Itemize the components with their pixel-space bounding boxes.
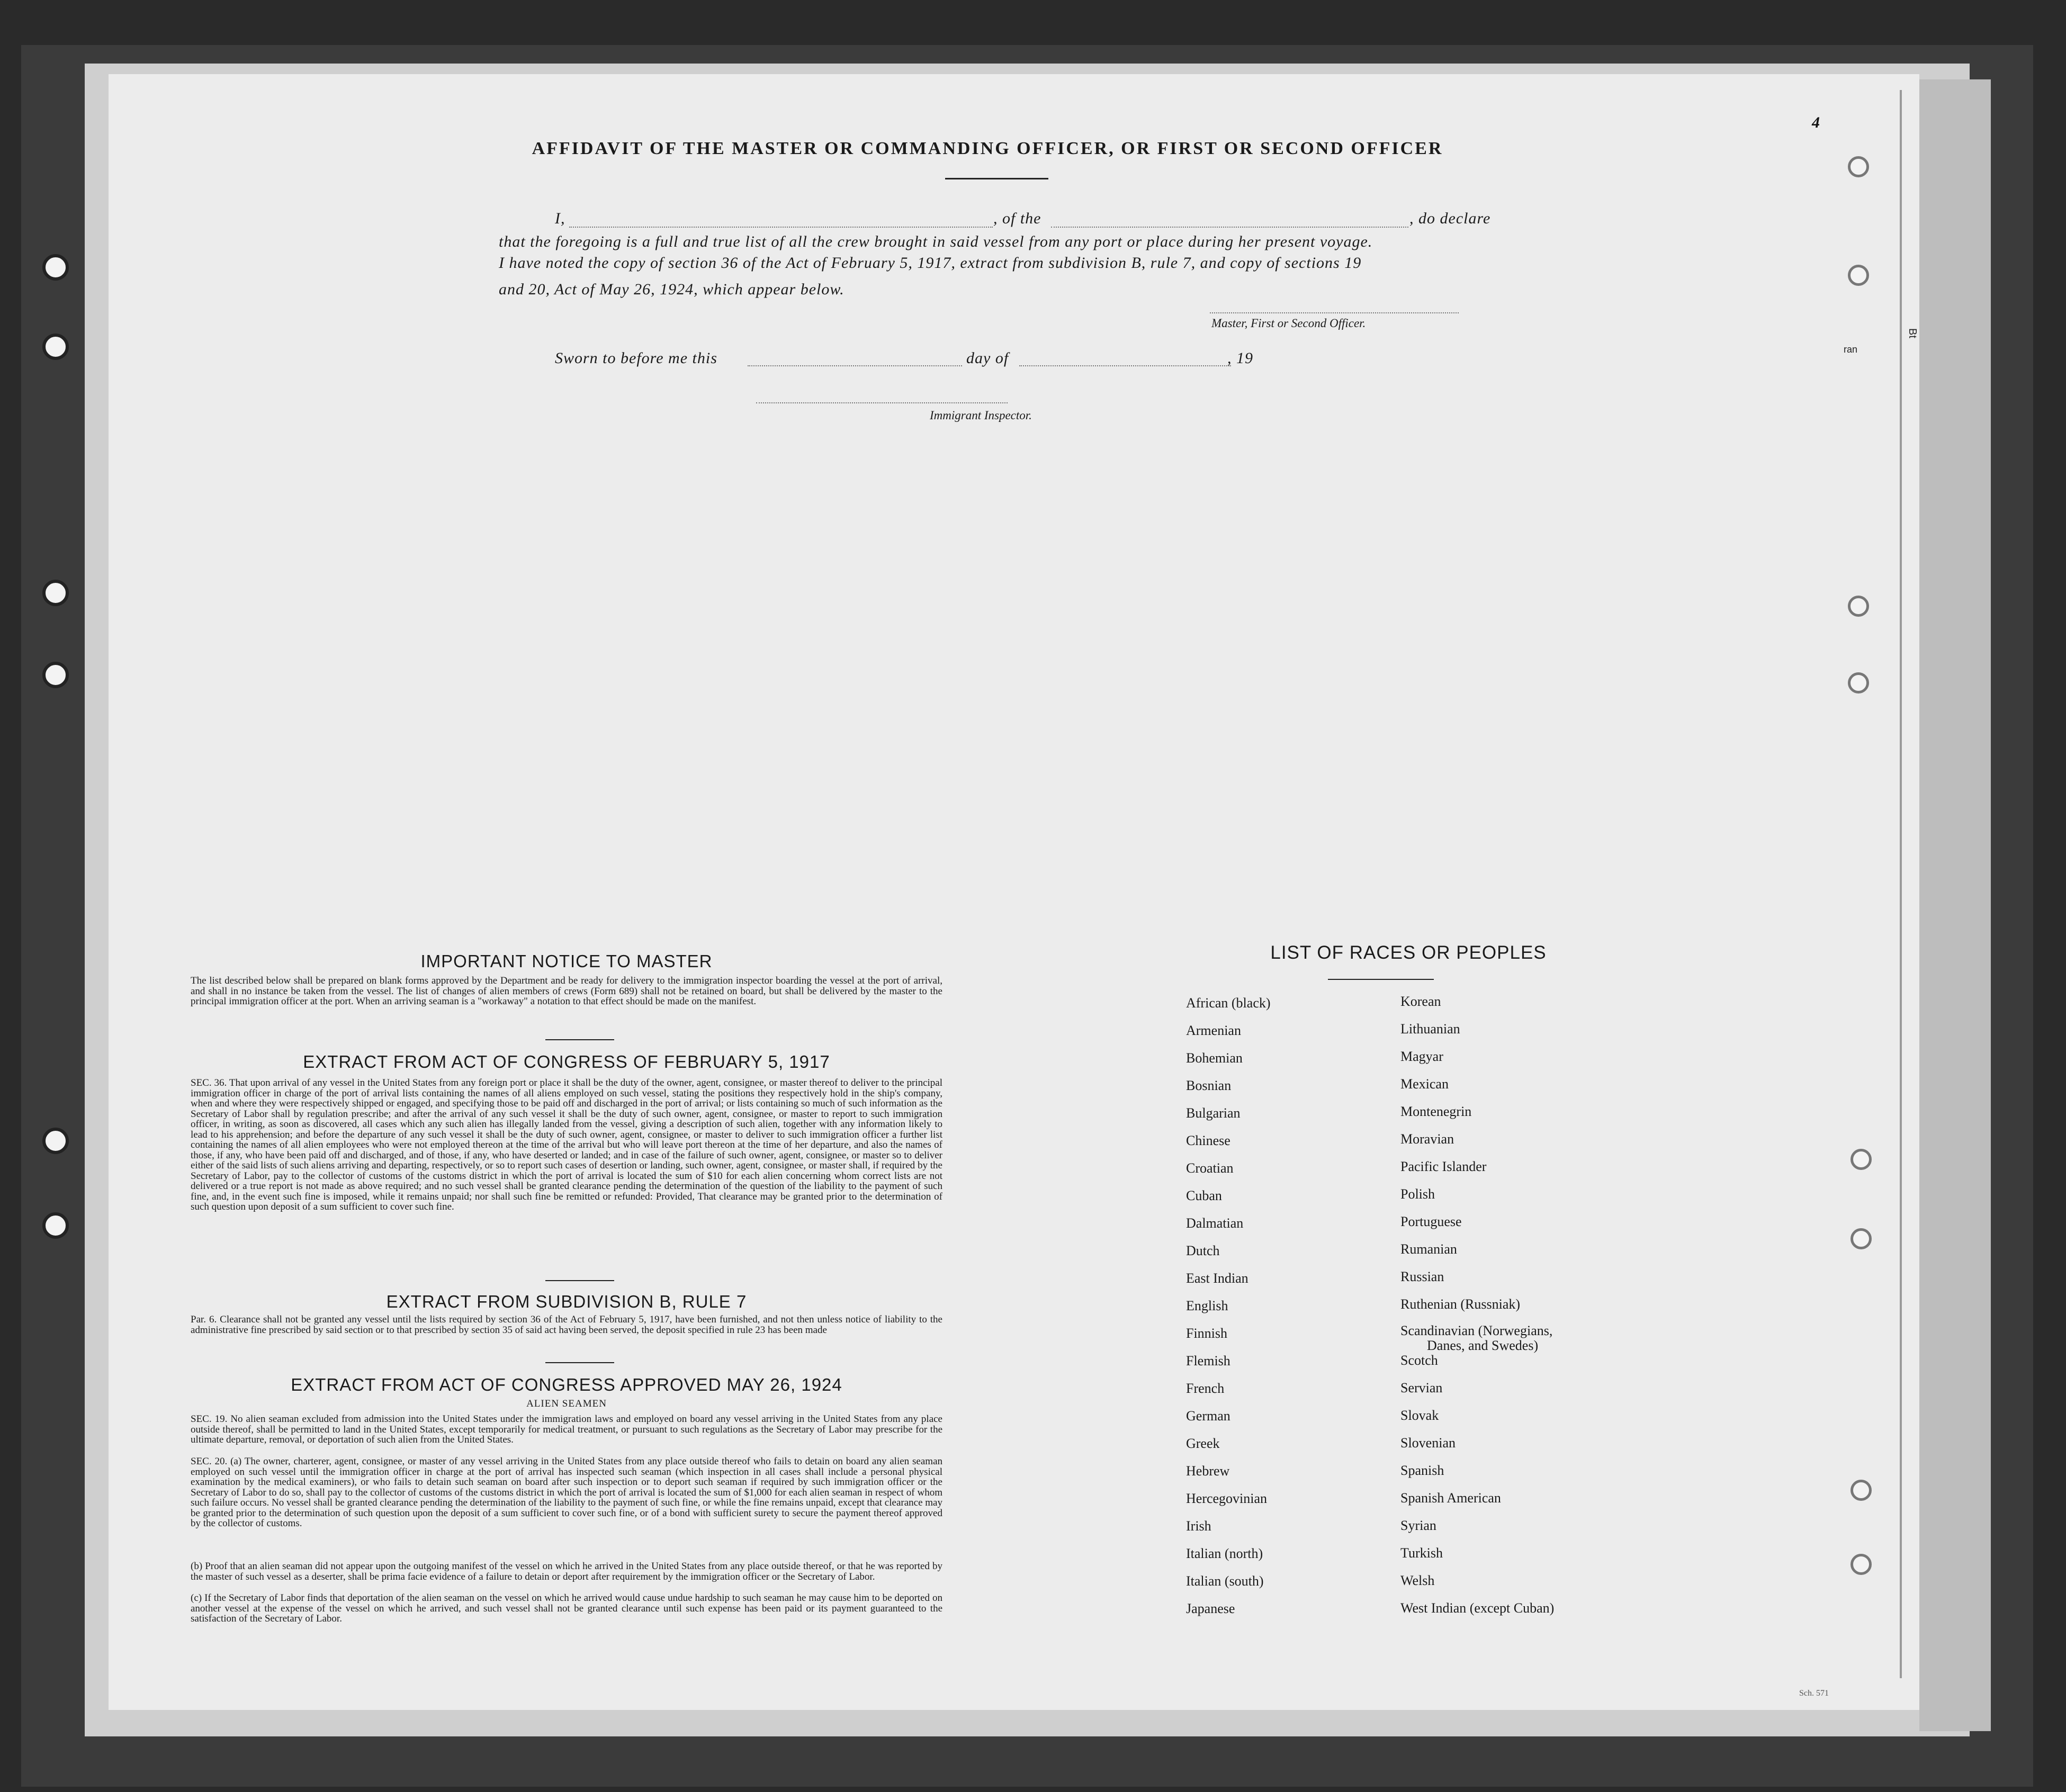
signature-blank <box>1210 312 1459 313</box>
binding-hole-icon <box>1851 1149 1872 1170</box>
extract-1924-subtitle: ALIEN SEAMEN <box>526 1398 607 1409</box>
race-right-item: Servian <box>1400 1380 1443 1395</box>
binding-hole-icon <box>1848 156 1869 177</box>
binding-hole-icon <box>1851 1228 1872 1249</box>
affidavit-line2: that the foregoing is a full and true list of all the crew brought in said vessel from any port or place during her present voyage. <box>499 233 1373 250</box>
divider-rule <box>545 1362 614 1363</box>
binding-hole-icon <box>42 662 69 688</box>
affidavit-title: AFFIDAVIT OF THE MASTER OR COMMANDING OFFICER, OR FIRST OR SECOND OFFICER <box>532 139 1443 158</box>
binding-hole-icon <box>42 580 69 606</box>
corner-page-number: 4 <box>1812 114 1820 131</box>
sec19-body: SEC. 19. No alien seaman excluded from admission into the United States under the immigration laws and employed on board any vessel arriving in the United States from any place outside thereof, shall be permitted to land in the United States, except temporarily for medical treatment, or pursuant to such regulations as the Secretary of Labor may prescribe for the ultimate departure, removal, or deportation of such alien from the United States. <box>191 1413 942 1445</box>
affidavit-line3: I have noted the copy of section 36 of the Act of February 5, 1917, extract from subdivision B, rule 7, and copy of sections 19 <box>499 254 1362 272</box>
race-left-item: African (black) <box>1186 995 1271 1011</box>
subdivision-body: Par. 6. Clearance shall not be granted any vessel until the lists required by section 36 of the Act of February 5, 1917, have been furnished, and not then unless notice of liability to the administrative fine prescribed by said section or to that prescribed by section 35 of said act having been served, the deposit specified in rule 23 has been made <box>191 1314 942 1336</box>
extract-1917-title: EXTRACT FROM ACT OF CONGRESS OF FEBRUARY 5, 1917 <box>303 1052 830 1071</box>
binding-hole-icon <box>1848 672 1869 694</box>
day-of-text: day of <box>966 349 1009 367</box>
binding-hole-icon <box>1851 1480 1872 1501</box>
races-title: LIST OF RACES OR PEOPLES <box>1270 942 1547 963</box>
binding-hole-icon <box>42 254 69 281</box>
signature-label: Master, First or Second Officer. <box>1211 317 1366 330</box>
race-left-item: French <box>1186 1381 1225 1396</box>
affidavit-of-the: , of the <box>993 210 1041 227</box>
race-right-item: Turkish <box>1400 1545 1443 1561</box>
race-left-item: Italian (north) <box>1186 1546 1263 1561</box>
race-left-item: Armenian <box>1186 1023 1241 1038</box>
race-right-item: Slovenian <box>1400 1435 1456 1451</box>
race-right-item: Lithuanian <box>1400 1021 1460 1037</box>
race-right-item: Scandinavian (Norwegians, <box>1400 1323 1553 1338</box>
edge-marks: Bt <box>1907 328 1918 338</box>
race-left-item: Bohemian <box>1186 1050 1243 1066</box>
race-left-item: Finnish <box>1186 1326 1228 1341</box>
race-right-item: Danes, and Swedes) <box>1427 1338 1539 1353</box>
race-right-item: Ruthenian (Russniak) <box>1400 1296 1521 1312</box>
race-right-item: Spanish American <box>1400 1490 1501 1506</box>
race-right-item: Slovak <box>1400 1408 1439 1423</box>
race-left-item: English <box>1186 1298 1228 1313</box>
title-rule <box>945 178 1048 179</box>
form-code: Sch. 571 <box>1799 1689 1829 1698</box>
stacked-pages-edge <box>1919 79 1991 1731</box>
race-left-item: Dalmatian <box>1186 1215 1244 1231</box>
day-blank <box>748 365 962 366</box>
binding-hole-icon <box>1848 596 1869 617</box>
affidavit-line4: and 20, Act of May 26, 1924, which appear below. <box>499 281 845 298</box>
race-right-item: Portuguese <box>1400 1214 1462 1229</box>
binding-hole-icon <box>42 334 69 360</box>
race-right-item: West Indian (except Cuban) <box>1400 1600 1555 1616</box>
sec20b-body: (b) Proof that an alien seaman did not appear upon the outgoing manifest of the vessel on which he arrived in the United States from any place outside thereof, or that he was reported by the master of such vessel as a deserter, shall be prima facie evidence of a failure to detain or deport after requirement by the immigration officer or the Secretary of Labor. <box>191 1561 942 1582</box>
sec20c-body: (c) If the Secretary of Labor finds that deportation of the alien seaman on the vessel on which he arrived would cause undue hardship to such seaman he may cause him to be deported on another vessel at the expense of the vessel on which he arrived, and such vessel shall not be granted clearance until such expense has been paid or its payment guaranteed to the satisfaction of the Secretary of Labor. <box>191 1592 942 1624</box>
divider-rule <box>545 1039 614 1040</box>
month-blank <box>1019 365 1231 366</box>
race-left-item: Chinese <box>1186 1133 1230 1148</box>
race-left-item: Hebrew <box>1186 1463 1230 1479</box>
race-left-item: Greek <box>1186 1436 1220 1451</box>
page-fold-line <box>1900 90 1902 1678</box>
race-left-item: Bulgarian <box>1186 1105 1241 1121</box>
year-text: , 19 <box>1227 349 1253 367</box>
race-left-item: Bosnian <box>1186 1078 1232 1093</box>
race-right-item: Spanish <box>1400 1463 1444 1478</box>
race-right-item: Russian <box>1400 1269 1444 1284</box>
extract-1924-title: EXTRACT FROM ACT OF CONGRESS APPROVED MAY 26, 1924 <box>291 1375 842 1394</box>
vessel-blank <box>1051 227 1408 228</box>
race-left-item: German <box>1186 1408 1230 1424</box>
race-left-item: East Indian <box>1186 1271 1248 1286</box>
race-left-item: Cuban <box>1186 1188 1222 1203</box>
race-right-item: Rumanian <box>1400 1241 1457 1257</box>
race-left-item: Japanese <box>1186 1601 1235 1616</box>
race-left-item: Flemish <box>1186 1353 1230 1368</box>
race-right-item: Korean <box>1400 994 1441 1009</box>
subdivision-title: EXTRACT FROM SUBDIVISION B, RULE 7 <box>386 1292 747 1311</box>
race-right-item: Scotch <box>1400 1353 1438 1368</box>
race-right-item: Pacific Islander <box>1400 1159 1487 1174</box>
sec20a-body: SEC. 20. (a) The owner, charterer, agent, consignee, or master of any vessel arriving in the United States from any place outside thereof who fails to detain on board any alien seaman employed on such vessel until the immigration officer in charge at the port of arrival has inspected such seaman (which inspection in all cases shall include a personal physical examination by the medical examiners), or who fails to detain such seaman on board after such inspection or to deport such seaman if required by such immigration officer or the Secretary of Labor to do so, shall pay to the collector of customs of the customs district in which the port of arrival is located the sum of $1,000 for each alien seaman in respect of whom such failure occurs. No vessel shall be granted clearance pending the determination of the liability to the payment of such fine, or while the fine remains unpaid, except that clearance may be granted prior to the determination of such question upon the deposit of a sum sufficient to cover such fine, or of a bond with sufficient surety to secure the payment thereof approved by the collector of customs. <box>191 1456 942 1529</box>
race-right-item: Syrian <box>1400 1518 1436 1533</box>
race-left-item: Dutch <box>1186 1243 1220 1258</box>
affidavit-declare: , do declare <box>1409 210 1491 227</box>
binding-hole-icon <box>42 1212 69 1239</box>
binding-hole-icon <box>42 1128 69 1154</box>
race-left-item: Italian (south) <box>1186 1573 1264 1589</box>
binding-hole-icon <box>1851 1554 1872 1575</box>
race-right-item: Mexican <box>1400 1076 1449 1092</box>
binding-hole-icon <box>1848 265 1869 286</box>
race-left-item: Croatian <box>1186 1160 1234 1176</box>
sworn-text: Sworn to before me this <box>555 349 717 367</box>
divider-rule <box>545 1280 614 1281</box>
race-right-item: Welsh <box>1400 1573 1435 1588</box>
race-left-item: Hercegovinian <box>1186 1491 1268 1506</box>
affidavit-i: I, <box>555 210 565 227</box>
race-right-item: Montenegrin <box>1400 1104 1472 1119</box>
extract-1917-body: SEC. 36. That upon arrival of any vessel in the United States from any foreign port or place it shall be the duty of the owner, agent, consignee, or master thereof to deliver to the principal immigration officer in charge of the port of arrival lists containing the names of all aliens employed on such vessel, stating the positions they respectively hold in the ship's company, when and where they were respectively shipped or engaged, and specifying those to be paid off and discharged in the port of arrival; or lists containing so much of such information as the Secretary of Labor shall by regulation prescribe; and after the arrival of any such vessel it shall be the duty of such owner, agent, consignee, or master to report to such immigration officer, in writing, as soon as discovered, all cases which any such alien has illegally landed from the vessel, giving a description of such alien, together with any information likely to lead to his apprehension; and before the departure of any such vessel it shall be the duty of such owner, agent, consignee, or master to deliver to such immigration officer a further list containing the names of all alien employees who were not employed thereon at the time of the arrival but who will leave port thereon at the time of her departure, and also the names of those, if any, who have been paid off and discharged, and of those, if any, who have deserted or landed; and in case of the failure of such owner, agent, consignee, or master so to deliver either of the said lists of such aliens arriving and departing, respectively, or so to report such cases of desertion or landing, such owner, agent, consignee, or master shall, if required by the Secretary of Labor, pay to the collector of customs of the customs district in which the port of arrival is located the sum of $10 for each alien concerning whom correct lists are not delivered or a true report is not made as above required; and no such vessel shall be granted clearance pending the determination of the question of the liability to the payment of such fine, and, in the event such fine is imposed, while it remains unpaid; nor shall such fine be remitted or refunded: Provided, That clearance may be granted prior to the determination of such question upon deposit of a sum sufficient to cover such fine. <box>191 1077 942 1212</box>
side-tab-label: ran <box>1844 344 1858 355</box>
inspector-blank <box>756 402 1008 403</box>
notice-body: The list described below shall be prepared on blank forms approved by the Department and be ready for delivery to the immigration inspector boarding the vessel at the port of arrival, and shall in no instance be taken from the vessel. The list of changes of alien members of crews (Form 689) shall not be retained on board, but shall be delivered by the master to the principal immigration officer at the port. When an arriving seaman is a "workaway" a notation to that effect should be made on the manifest. <box>191 975 942 1007</box>
races-rule <box>1328 979 1434 980</box>
race-right-item: Polish <box>1400 1186 1435 1202</box>
name-blank <box>569 227 993 228</box>
notice-title: IMPORTANT NOTICE TO MASTER <box>420 951 713 971</box>
race-right-item: Moravian <box>1400 1131 1454 1147</box>
inspector-label: Immigrant Inspector. <box>930 409 1032 422</box>
race-left-item: Irish <box>1186 1518 1211 1534</box>
race-right-item: Magyar <box>1400 1049 1443 1064</box>
